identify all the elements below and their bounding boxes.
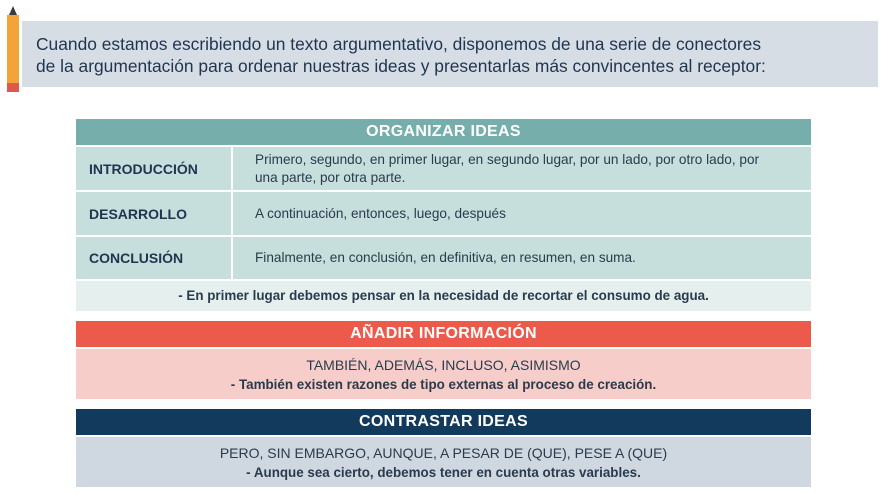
row-label: INTRODUCCIÓN [76,147,231,190]
add-example: - También existen razones de tipo externas al proceso de creación. [230,377,657,392]
contrast-ideas-body [76,437,811,487]
row-content: A continuación, entonces, luego, después [233,192,811,235]
intro-text [36,34,864,77]
add-connectors: TAMBIÉN, ADEMÁS, INCLUSO, ASIMISMO [306,357,581,373]
intro-box [22,21,878,87]
organize-ideas-section [76,119,811,311]
add-information-body [76,349,811,399]
row-introduccion [76,147,811,190]
contrast-example: - Aunque sea cierto, debemos tener en cuenta otras variables. [246,465,641,480]
row-conclusion [76,237,811,279]
contrast-ideas-header: CONTRASTAR IDEAS [76,409,811,435]
pencil-icon [7,6,19,92]
row-label: DESARROLLO [76,192,231,235]
row-label: CONCLUSIÓN [76,237,231,279]
row-content: Primero, segundo, en primer lugar, en segundo lugar, por un lado, por otro lado, por una parte, por otra parte. [233,147,811,190]
organize-example: - En primer lugar debemos pensar en la necesidad de recortar el consumo de agua. [76,281,811,311]
organize-ideas-header: ORGANIZAR IDEAS [76,119,811,145]
intro-line-1: Cuando estamos escribiendo un texto argumentativo, disponemos de una serie de conectores [36,34,762,54]
add-information-header: AÑADIR INFORMACIÓN [76,321,811,347]
row-content: Finalmente, en conclusión, en definitiva, en resumen, en suma. [233,237,811,279]
intro-line-2: de la argumentación para ordenar nuestras ideas y presentarlas más convincentes al receptor: [36,55,766,76]
add-information-section [76,321,811,399]
contrast-connectors: PERO, SIN EMBARGO, AUNQUE, A PESAR DE (QUE), PESE A (QUE) [219,445,668,461]
contrast-ideas-section [76,409,811,487]
row-desarrollo [76,192,811,235]
